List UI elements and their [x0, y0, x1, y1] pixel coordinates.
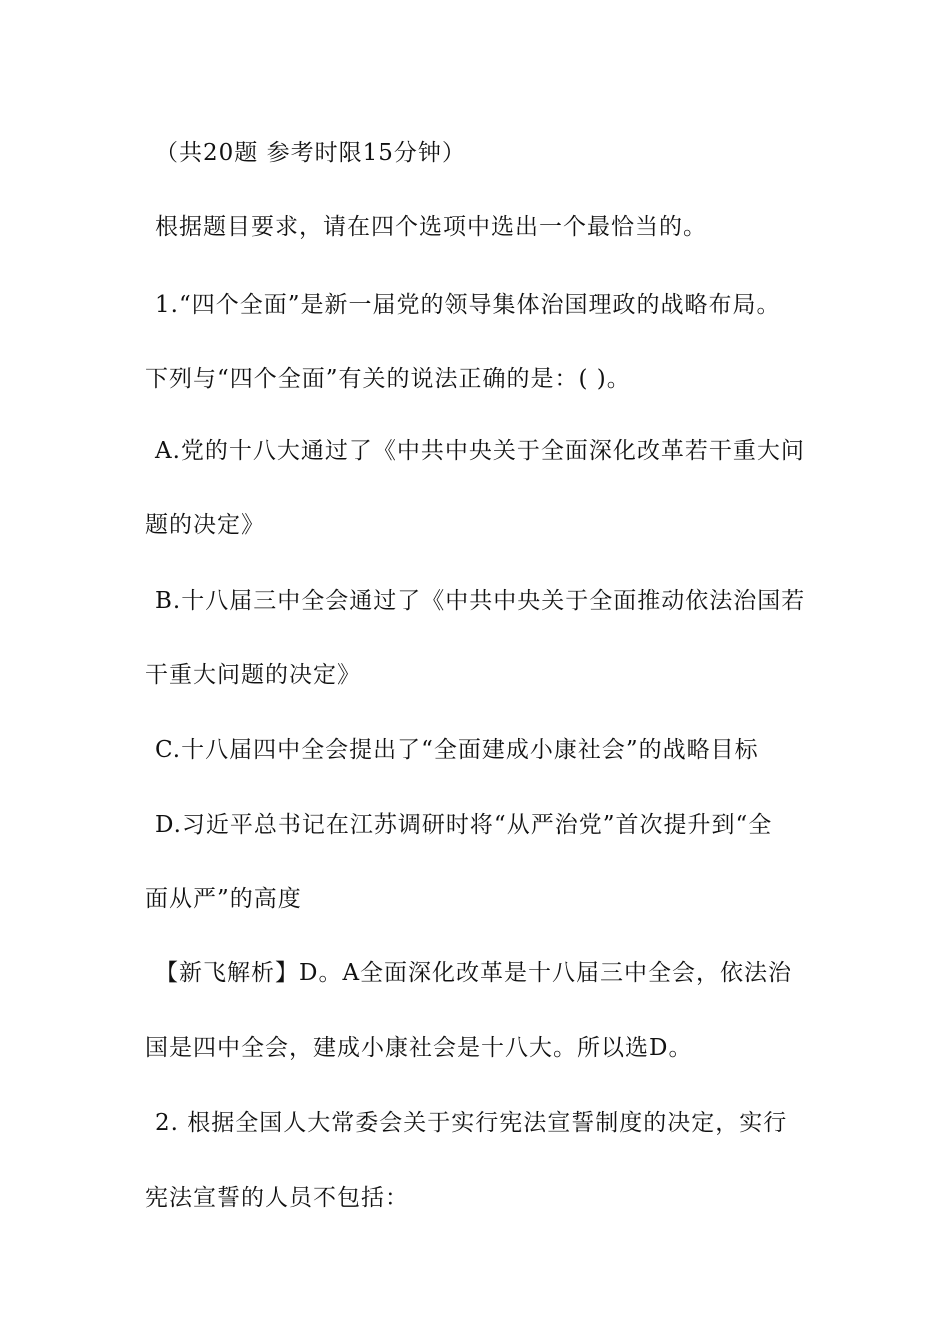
option-b: 干重大问题的决定》 — [145, 662, 361, 688]
question-stem: 2. 根据全国人大常委会关于实行宪法宣誓制度的决定，实行 — [155, 1110, 788, 1136]
option-d: D.习近平总书记在江苏调研时将“从严治党”首次提升到“全 — [155, 812, 773, 838]
analysis-text: 国是四中全会，建成小康社会是十八大。所以选D。 — [145, 1035, 693, 1061]
option-d: 面从严”的高度 — [145, 886, 302, 912]
header-note: （共20题 参考时限15分钟） — [155, 140, 466, 166]
instruction-text: 根据题目要求，请在四个选项中选出一个最恰当的。 — [155, 214, 707, 240]
question-stem: 宪法宣誓的人员不包括： — [145, 1185, 409, 1211]
option-a: A.党的十八大通过了《中共中央关于全面深化改革若干重大问 — [155, 438, 805, 464]
question-stem: 1.“四个全面”是新一届党的领导集体治国理政的战略布局。 — [155, 292, 781, 318]
analysis-text: 【新飞解析】D。A全面深化改革是十八届三中全会，依法治 — [155, 960, 793, 986]
option-c: C.十八届四中全会提出了“全面建成小康社会”的战略目标 — [155, 737, 759, 763]
question-stem: 下列与“四个全面”有关的说法正确的是：( )。 — [145, 366, 631, 392]
option-a: 题的决定》 — [145, 512, 265, 538]
option-b: B.十八届三中全会通过了《中共中央关于全面推动依法治国若 — [155, 588, 806, 614]
